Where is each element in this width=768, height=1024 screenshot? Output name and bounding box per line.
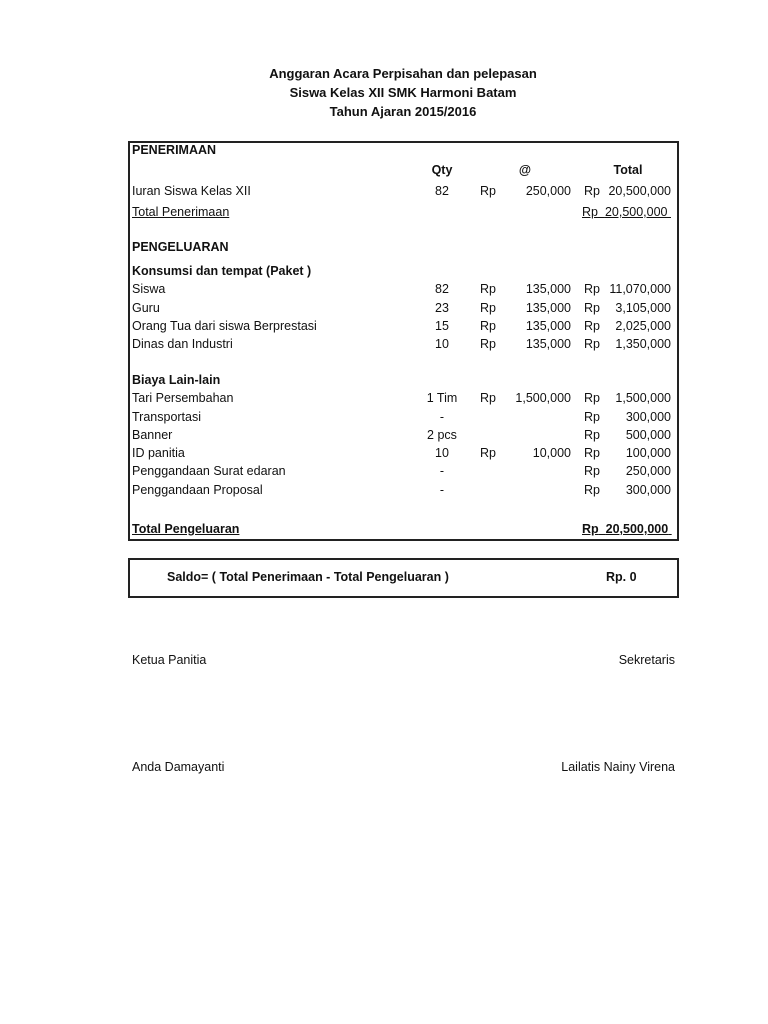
biaya-lain-heading: Biaya Lain-lain xyxy=(132,373,221,387)
total-penerimaan-value: Rp 20,500,000 xyxy=(582,205,668,219)
row-qty: 82 xyxy=(435,184,449,198)
row-total: 3,105,000 xyxy=(615,301,671,315)
row-qty: 15 xyxy=(435,319,449,333)
row-price: 135,000 xyxy=(525,319,571,333)
saldo-value: Rp. 0 xyxy=(606,570,637,584)
row-rp2: Rp xyxy=(584,446,600,460)
row-qty: - xyxy=(439,464,445,478)
row-rp: Rp xyxy=(480,319,496,333)
row-name: ID panitia xyxy=(132,446,185,460)
row-qty: - xyxy=(439,410,445,424)
pengeluaran-heading: PENGELUARAN xyxy=(132,240,229,254)
row-total: 100,000 xyxy=(625,446,671,460)
row-total: 500,000 xyxy=(625,428,671,442)
row-qty: 10 xyxy=(435,446,449,460)
row-rp2: Rp xyxy=(584,184,600,198)
row-rp2: Rp xyxy=(584,337,600,351)
row-qty: 82 xyxy=(435,282,449,296)
signature-name-ketua: Anda Damayanti xyxy=(132,760,225,774)
row-price: 135,000 xyxy=(525,282,571,296)
row-total: 300,000 xyxy=(625,483,671,497)
row-rp: Rp xyxy=(480,446,496,460)
penerimaan-heading: PENERIMAAN xyxy=(132,143,217,157)
row-rp: Rp xyxy=(480,337,496,351)
row-rp: Rp xyxy=(480,184,496,198)
doc-title-line-3: Tahun Ajaran 2015/2016 xyxy=(329,104,477,119)
doc-title-line-2: Siswa Kelas XII SMK Harmoni Batam xyxy=(289,85,517,100)
row-total: 2,025,000 xyxy=(615,319,671,333)
row-name: Transportasi xyxy=(132,410,202,424)
row-rp2: Rp xyxy=(584,301,600,315)
row-total: 1,350,000 xyxy=(615,337,671,351)
row-name: Penggandaan Surat edaran xyxy=(132,464,286,478)
col-at-header: @ xyxy=(518,163,532,177)
row-name: Dinas dan Industri xyxy=(132,337,233,351)
total-pengeluaran-label: Total Pengeluaran xyxy=(132,522,240,536)
row-name: Banner xyxy=(132,428,173,442)
row-name: Tari Persembahan xyxy=(132,391,234,405)
total-penerimaan-label: Total Penerimaan xyxy=(132,205,230,219)
row-rp2: Rp xyxy=(584,410,600,424)
konsumsi-heading: Konsumsi dan tempat (Paket ) xyxy=(132,264,312,278)
row-name: Siswa xyxy=(132,282,166,296)
row-name: Orang Tua dari siswa Berprestasi xyxy=(132,319,317,333)
row-qty: 1 Tim xyxy=(426,391,458,405)
row-rp: Rp xyxy=(480,301,496,315)
row-qty: 10 xyxy=(435,337,449,351)
row-price: 1,500,000 xyxy=(515,391,571,405)
row-rp2: Rp xyxy=(584,483,600,497)
total-pengeluaran-value: Rp 20,500,000 xyxy=(582,522,669,536)
doc-title-line-1: Anggaran Acara Perpisahan dan pelepasan xyxy=(269,66,537,81)
row-price: 10,000 xyxy=(532,446,571,460)
row-qty: - xyxy=(439,483,445,497)
row-rp2: Rp xyxy=(584,391,600,405)
signature-role-ketua: Ketua Panitia xyxy=(132,653,207,667)
row-name: Iuran Siswa Kelas XII xyxy=(132,184,251,198)
row-total: 300,000 xyxy=(625,410,671,424)
row-qty: 23 xyxy=(435,301,449,315)
row-name: Penggandaan Proposal xyxy=(132,483,263,497)
row-total: 250,000 xyxy=(625,464,671,478)
col-total-header: Total xyxy=(613,163,643,177)
signature-name-sekretaris: Lailatis Nainy Virena xyxy=(561,760,675,774)
row-rp2: Rp xyxy=(584,319,600,333)
row-rp2: Rp xyxy=(584,464,600,478)
row-price: 135,000 xyxy=(525,337,571,351)
row-rp2: Rp xyxy=(584,428,600,442)
row-rp: Rp xyxy=(480,282,496,296)
row-rp: Rp xyxy=(480,391,496,405)
col-qty-header: Qty xyxy=(431,163,453,177)
row-total: 1,500,000 xyxy=(615,391,671,405)
row-name: Guru xyxy=(132,301,160,315)
row-total: 11,070,000 xyxy=(609,282,671,296)
row-price: 250,000 xyxy=(525,184,571,198)
row-qty: 2 pcs xyxy=(427,428,457,442)
signature-role-sekretaris: Sekretaris xyxy=(618,653,675,667)
row-price: 135,000 xyxy=(525,301,571,315)
saldo-label: Saldo= ( Total Penerimaan - Total Pengeluaran ) xyxy=(167,570,449,584)
row-rp2: Rp xyxy=(584,282,600,296)
row-total: 20,500,000 xyxy=(608,184,671,198)
